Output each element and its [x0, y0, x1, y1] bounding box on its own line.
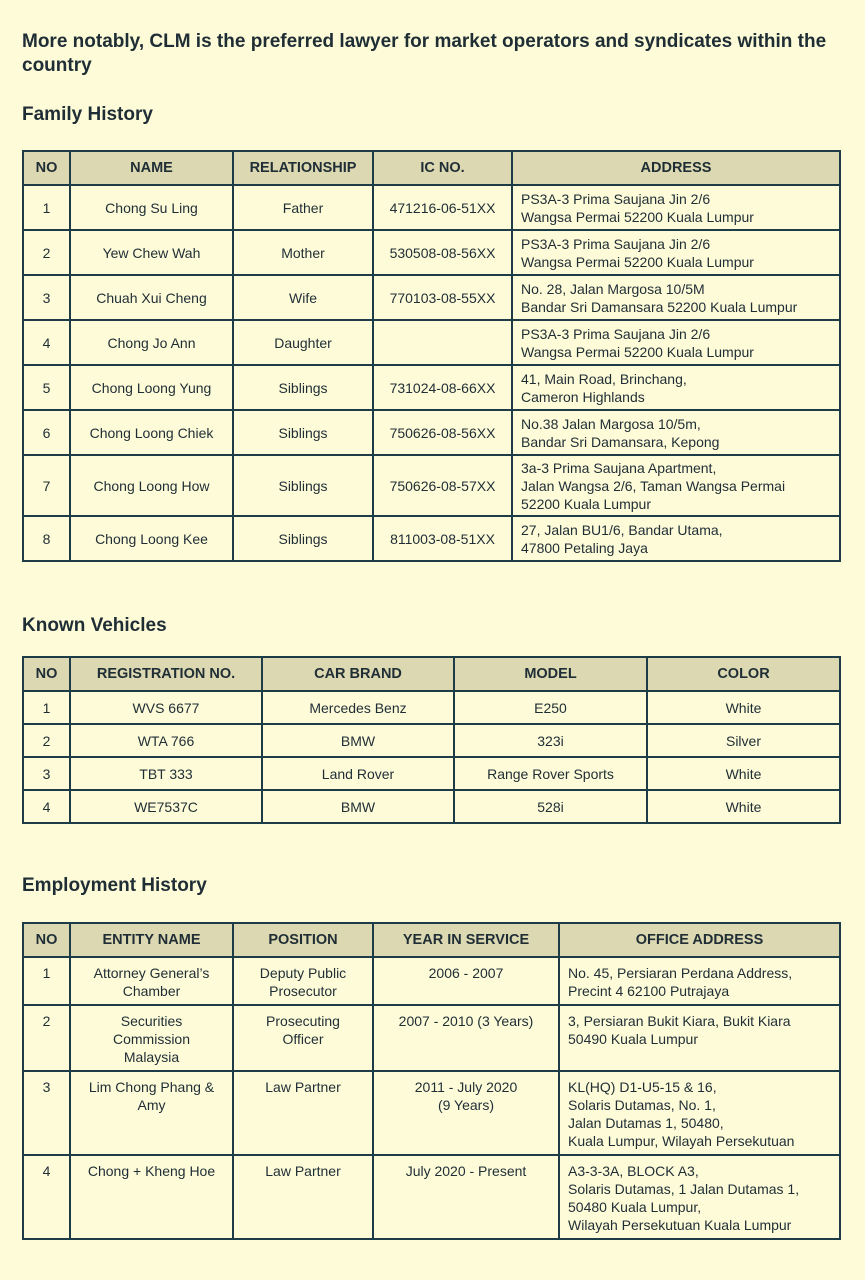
col-header-entity-name: ENTITY NAME — [70, 923, 233, 957]
text-line: 2011 - July 2020 — [414, 1079, 518, 1095]
cell-name: Chong Jo Ann — [70, 320, 233, 365]
cell-office-address — [559, 1005, 840, 1071]
cell-ic-no: 750626-08-57XX — [373, 455, 512, 516]
cell-no: 5 — [23, 365, 70, 410]
text-line: Chamber — [122, 983, 181, 999]
col-header-relationship: RELATIONSHIP — [233, 151, 373, 185]
col-header-position: POSITION — [233, 923, 373, 957]
table-row — [23, 320, 840, 365]
table-header-row — [23, 657, 840, 691]
text-line: Amy — [137, 1097, 166, 1113]
cell-no: 1 — [23, 185, 70, 230]
cell-no: 3 — [23, 757, 70, 790]
cell-relationship: Daughter — [233, 320, 373, 365]
cell-model: E250 — [454, 691, 647, 724]
address-line: Cameron Highlands — [521, 388, 645, 405]
cell-ic-no: 731024-08-66XX — [373, 365, 512, 410]
table-row — [23, 185, 840, 230]
col-header-year-in-service: YEAR IN SERVICE — [373, 923, 559, 957]
text-line: Law Partner — [265, 1163, 341, 1179]
cell-address — [512, 365, 840, 410]
cell-position — [233, 957, 373, 1005]
cell-name: Chong Su Ling — [70, 185, 233, 230]
cell-ic-no — [373, 320, 512, 365]
address-line: PS3A-3 Prima Saujana Jin 2/6 — [521, 325, 711, 342]
cell-registration-no: WTA 766 — [70, 724, 262, 757]
cell-registration-no: WVS 6677 — [70, 691, 262, 724]
family-history-table — [22, 150, 841, 562]
text-line: Prosecutor — [269, 983, 337, 999]
cell-name: Chong Loong Chiek — [70, 410, 233, 455]
cell-position — [233, 1155, 373, 1239]
address-line: Wangsa Permai 52200 Kuala Lumpur — [521, 253, 754, 270]
text-line: Malaysia — [123, 1049, 180, 1065]
address-line: KL(HQ) D1-U5-15 & 16, — [568, 1079, 717, 1095]
address-line: 3, Persiaran Bukit Kiara, Bukit Kiara — [568, 1013, 791, 1029]
cell-address — [512, 230, 840, 275]
text-line: 2007 - 2010 (3 Years) — [398, 1013, 534, 1029]
table-row — [23, 410, 840, 455]
cell-relationship: Siblings — [233, 516, 373, 561]
address-line: 27, Jalan BU1/6, Bandar Utama, — [521, 521, 723, 538]
address-line: 50480 Kuala Lumpur, — [568, 1199, 702, 1215]
cell-office-address — [559, 1155, 840, 1239]
cell-no: 6 — [23, 410, 70, 455]
text-line: 2006 - 2007 — [428, 965, 504, 981]
table-row — [23, 1155, 840, 1239]
cell-entity-name — [70, 1005, 233, 1071]
text-line: Deputy Public — [259, 965, 347, 981]
text-line: (9 Years) — [437, 1097, 495, 1113]
page-headline: More notably, CLM is the preferred lawyer for market operators and syndicates within the country — [22, 31, 827, 76]
table-header-row — [23, 923, 840, 957]
cell-name: Yew Chew Wah — [70, 230, 233, 275]
text-line: Officer — [282, 1031, 324, 1047]
address-line: Wangsa Permai 52200 Kuala Lumpur — [521, 343, 754, 360]
cell-entity-name — [70, 957, 233, 1005]
cell-no: 8 — [23, 516, 70, 561]
text-line: Law Partner — [265, 1079, 341, 1095]
cell-color: White — [647, 691, 840, 724]
known-vehicles-title: Known Vehicles — [22, 615, 167, 636]
cell-color: White — [647, 790, 840, 823]
cell-year-in-service — [373, 957, 559, 1005]
col-header-car-brand: CAR BRAND — [262, 657, 454, 691]
col-header-no: NO — [23, 151, 70, 185]
cell-ic-no: 530508-08-56XX — [373, 230, 512, 275]
cell-name: Chong Loong How — [70, 455, 233, 516]
cell-model: 323i — [454, 724, 647, 757]
address-line: No. 28, Jalan Margosa 10/5M — [521, 280, 705, 297]
cell-office-address — [559, 957, 840, 1005]
address-line: Bandar Sri Damansara, Kepong — [521, 433, 720, 450]
address-line: 41, Main Road, Brinchang, — [521, 370, 687, 387]
address-line: A3-3-3A, BLOCK A3, — [568, 1163, 699, 1179]
cell-relationship: Mother — [233, 230, 373, 275]
cell-year-in-service — [373, 1071, 559, 1155]
address-line: PS3A-3 Prima Saujana Jin 2/6 — [521, 235, 711, 252]
table-row — [23, 516, 840, 561]
address-line: Solaris Dutamas, No. 1, — [568, 1097, 716, 1113]
cell-car-brand: BMW — [262, 790, 454, 823]
cell-no: 3 — [23, 1071, 70, 1155]
table-row — [23, 365, 840, 410]
cell-no: 7 — [23, 455, 70, 516]
col-header-color: COLOR — [647, 657, 840, 691]
cell-model: 528i — [454, 790, 647, 823]
table-row — [23, 230, 840, 275]
col-header-model: MODEL — [454, 657, 647, 691]
cell-no: 2 — [23, 230, 70, 275]
address-line: 47800 Petaling Jaya — [521, 539, 648, 556]
table-header-row — [23, 151, 840, 185]
address-line: Jalan Dutamas 1, 50480, — [568, 1115, 724, 1131]
cell-color: White — [647, 757, 840, 790]
text-line: July 2020 - Present — [405, 1163, 527, 1179]
cell-ic-no: 811003-08-51XX — [373, 516, 512, 561]
cell-no: 2 — [23, 724, 70, 757]
cell-name: Chong Loong Yung — [70, 365, 233, 410]
cell-year-in-service — [373, 1155, 559, 1239]
address-line: Wilayah Persekutuan Kuala Lumpur — [568, 1217, 792, 1233]
table-row — [23, 757, 840, 790]
col-header-address: ADDRESS — [512, 151, 840, 185]
cell-relationship: Wife — [233, 275, 373, 320]
cell-no: 4 — [23, 320, 70, 365]
address-line: Solaris Dutamas, 1 Jalan Dutamas 1, — [568, 1181, 800, 1197]
cell-car-brand: Land Rover — [262, 757, 454, 790]
text-line: Lim Chong Phang & — [88, 1079, 215, 1095]
cell-address — [512, 410, 840, 455]
cell-no: 1 — [23, 957, 70, 1005]
table-row — [23, 1071, 840, 1155]
cell-car-brand: BMW — [262, 724, 454, 757]
col-header-no: NO — [23, 657, 70, 691]
address-line: 52200 Kuala Lumpur — [521, 495, 651, 512]
col-header-registration-no: REGISTRATION NO. — [70, 657, 262, 691]
cell-entity-name — [70, 1155, 233, 1239]
table-row — [23, 957, 840, 1005]
cell-relationship: Siblings — [233, 410, 373, 455]
family-history-title: Family History — [22, 104, 153, 125]
cell-no: 3 — [23, 275, 70, 320]
text-line: Chong + Kheng Hoe — [87, 1163, 216, 1179]
cell-position — [233, 1005, 373, 1071]
cell-color: Silver — [647, 724, 840, 757]
cell-year-in-service — [373, 1005, 559, 1071]
table-row — [23, 1005, 840, 1071]
address-line: Wangsa Permai 52200 Kuala Lumpur — [521, 208, 754, 225]
table-row — [23, 691, 840, 724]
address-line: No.38 Jalan Margosa 10/5m, — [521, 415, 701, 432]
cell-position — [233, 1071, 373, 1155]
table-row — [23, 455, 840, 516]
cell-ic-no: 471216-06-51XX — [373, 185, 512, 230]
address-line: Precint 4 62100 Putrajaya — [568, 983, 730, 999]
text-line: Prosecuting — [266, 1013, 340, 1029]
address-line: 50490 Kuala Lumpur — [568, 1031, 698, 1047]
address-line: Jalan Wangsa 2/6, Taman Wangsa Permai — [521, 477, 786, 494]
address-line: Bandar Sri Damansara 52200 Kuala Lumpur — [521, 298, 798, 315]
text-line: Securities — [120, 1013, 183, 1029]
cell-office-address — [559, 1071, 840, 1155]
cell-address — [512, 275, 840, 320]
cell-no: 2 — [23, 1005, 70, 1071]
table-row — [23, 275, 840, 320]
cell-name: Chuah Xui Cheng — [70, 275, 233, 320]
address-line: 3a-3 Prima Saujana Apartment, — [521, 459, 717, 476]
employment-history-table — [22, 922, 841, 1240]
cell-entity-name — [70, 1071, 233, 1155]
table-row — [23, 724, 840, 757]
employment-history-title: Employment History — [22, 875, 207, 896]
text-line: Commission — [112, 1031, 190, 1047]
col-header-ic-no: IC NO. — [373, 151, 512, 185]
text-line: Attorney General’s — [93, 965, 210, 981]
address-line: Kuala Lumpur, Wilayah Persekutuan — [568, 1133, 795, 1149]
col-header-no: NO — [23, 923, 70, 957]
cell-no: 1 — [23, 691, 70, 724]
cell-no: 4 — [23, 790, 70, 823]
cell-relationship: Siblings — [233, 455, 373, 516]
cell-address — [512, 320, 840, 365]
address-line: PS3A-3 Prima Saujana Jin 2/6 — [521, 190, 711, 207]
cell-relationship: Siblings — [233, 365, 373, 410]
cell-address — [512, 455, 840, 516]
cell-car-brand: Mercedes Benz — [262, 691, 454, 724]
cell-registration-no: TBT 333 — [70, 757, 262, 790]
cell-address — [512, 185, 840, 230]
cell-address — [512, 516, 840, 561]
cell-no: 4 — [23, 1155, 70, 1239]
known-vehicles-table — [22, 656, 841, 824]
cell-ic-no: 770103-08-55XX — [373, 275, 512, 320]
cell-ic-no: 750626-08-56XX — [373, 410, 512, 455]
col-header-name: NAME — [70, 151, 233, 185]
cell-registration-no: WE7537C — [70, 790, 262, 823]
cell-name: Chong Loong Kee — [70, 516, 233, 561]
col-header-office-address: OFFICE ADDRESS — [559, 923, 840, 957]
cell-model: Range Rover Sports — [454, 757, 647, 790]
cell-relationship: Father — [233, 185, 373, 230]
address-line: No. 45, Persiaran Perdana Address, — [568, 965, 793, 981]
table-row — [23, 790, 840, 823]
